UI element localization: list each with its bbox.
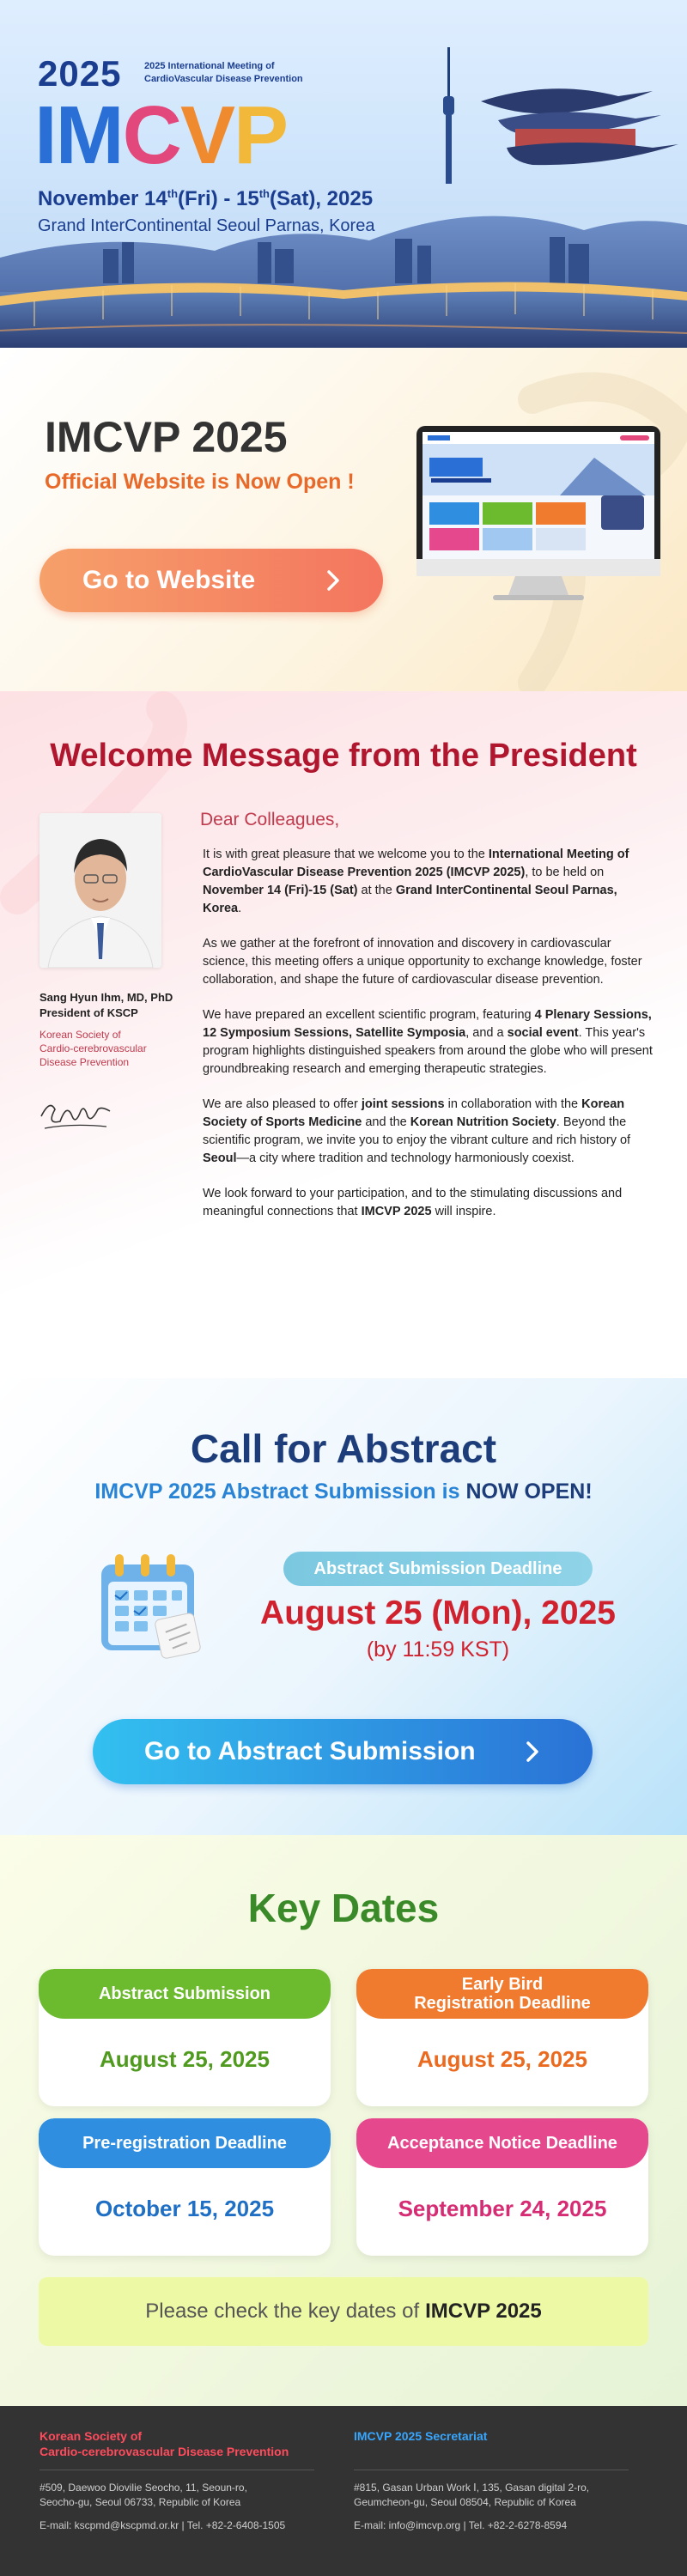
- abstract-subtitle: [0, 1479, 687, 1504]
- note-text: Please check the key dates of: [145, 2300, 420, 2323]
- p5-text-c: will inspire.: [431, 1205, 496, 1218]
- president-name-line1: Sang Hyun Ihm, MD, PhD: [40, 991, 173, 1004]
- footer-address-line1: #509, Daewoo Diovilie Seocho, 11, Seoun-ro,: [40, 2482, 247, 2494]
- p4-bold-d: Korean Society of Sports Medicine: [203, 1097, 625, 1129]
- president-portrait: [40, 813, 161, 968]
- letter-paragraph-2: As we gather at the forefront of innovation and discovery in cardiovascular science, this meeting offers a unique opportunity to exchange knowledge, foster collaboration, and shape the future of cardiovascular disease prevention.: [203, 937, 642, 987]
- website-title: IMCVP 2025: [45, 413, 288, 461]
- key-date-card-early-bird: [356, 1969, 648, 2106]
- logo-part-v: V: [179, 89, 234, 181]
- card-label: [356, 1969, 648, 2019]
- key-date-card-pre-registration: [39, 2118, 331, 2256]
- footer-address-line2: Seocho-gu, Seoul 06733, Republic of Korea: [40, 2496, 241, 2508]
- header-subtitle-line2: CardioVascular Disease Prevention: [144, 74, 303, 84]
- website-monitor-graphic: [414, 423, 663, 604]
- footer: [0, 2406, 687, 2576]
- date-sup2: th: [258, 187, 270, 200]
- president-title-line: President of KSCP: [40, 1006, 138, 1019]
- letter-paragraph-3: [203, 1006, 654, 1078]
- card-date: August 25, 2025: [100, 2046, 270, 2072]
- footer-secretariat-title: IMCVP 2025 Secretariat: [354, 2429, 488, 2443]
- p4-text-c: in collaboration with the: [444, 1097, 582, 1111]
- president-name: [40, 990, 185, 1021]
- president-organization: [40, 1028, 185, 1069]
- call-for-abstract-section: [0, 1378, 687, 1835]
- footer-kscp: [40, 2428, 349, 2533]
- p4-text-i: —a city where tradition and technology harmoniously coexist.: [236, 1151, 575, 1165]
- deadline-label-pill: Abstract Submission Deadline: [283, 1552, 593, 1586]
- org-line3: Disease Prevention: [40, 1056, 130, 1068]
- abstract-button-label: Go to Abstract Submission: [144, 1737, 476, 1765]
- logo-part-im: IM: [34, 89, 123, 181]
- p1-bold-f: Grand InterContinental Seoul Parnas, Korea: [203, 884, 617, 915]
- footer-contact[interactable]: E-mail: kscpmd@kscpmd.or.kr | Tel. +82-2-6408-1505: [40, 2519, 286, 2531]
- chevron-right-icon: [325, 568, 342, 593]
- welcome-title: Welcome Message from the President: [50, 738, 637, 774]
- logo-part-p: P: [234, 89, 288, 181]
- abstract-title: Call for Abstract: [190, 1426, 497, 1471]
- go-to-abstract-submission-button[interactable]: [93, 1719, 593, 1784]
- p3-text-e: . This year's program highlights distinguished speakers from around the globe who will present groundbreaking research and emerging therapeutic strategies.: [203, 1026, 653, 1076]
- footer-secretariat: [354, 2428, 663, 2533]
- footer-org-line2: Cardio-cerebrovascular Disease Prevention: [40, 2445, 289, 2458]
- abstract-subtitle-a: IMCVP 2025 Abstract Submission is: [94, 1479, 466, 1504]
- date-part2: (Fri) - 15: [178, 187, 259, 210]
- p4-bold-h: Seoul: [203, 1151, 237, 1165]
- p4-text-a: We are also pleased to offer: [203, 1097, 362, 1111]
- p4-text-e: and the: [362, 1115, 410, 1129]
- event-date: [38, 187, 373, 211]
- card-date: August 25, 2025: [417, 2046, 587, 2072]
- card-date: September 24, 2025: [398, 2196, 607, 2221]
- president-photo: [40, 813, 161, 968]
- p3-text-a: We have prepared an excellent scientific program, featuring: [203, 1008, 535, 1022]
- p4-text-g: . Beyond the scientific program, we invite you to enjoy the vibrant culture and rich history of: [203, 1115, 631, 1147]
- p4-bold-f: Korean Nutrition Society: [410, 1115, 556, 1129]
- greeting: Dear Colleagues,: [200, 810, 340, 829]
- date-part3: (Sat), 2025: [270, 187, 374, 210]
- card-date: October 15, 2025: [94, 2196, 275, 2221]
- footer-address: [40, 2481, 349, 2510]
- deadline-date: August 25 (Mon), 2025: [260, 1595, 616, 1631]
- header-subtitle: [144, 60, 303, 86]
- p1-text-c: , to be held on: [525, 866, 605, 879]
- p1-text-a: It is with great pleasure that we welcome you to the: [203, 848, 489, 861]
- footer-address-line1: #815, Gasan Urban Work Ⅰ, 135, Gasan digital 2-ro,: [354, 2482, 590, 2494]
- abstract-subtitle-now-open: NOW OPEN!: [465, 1479, 593, 1504]
- p1-bold-b: International Meeting of CardioVascular Disease Prevention 2025 (IMCVP 2025): [203, 848, 629, 879]
- card-label: Acceptance Notice Deadline: [356, 2118, 648, 2168]
- card-label-line2: Registration Deadline: [414, 1994, 591, 2013]
- welcome-section: [0, 691, 687, 1378]
- imcvp-logo: [34, 89, 288, 181]
- website-section: [0, 348, 687, 691]
- signature-graphic: [38, 1091, 115, 1133]
- header-year: 2025: [38, 53, 122, 94]
- date-part1: November 14: [38, 187, 167, 210]
- welcome-letter: [203, 846, 654, 1238]
- date-sup1: th: [167, 187, 179, 200]
- letter-paragraph-5: [203, 1185, 654, 1221]
- letter-paragraph-1: [203, 846, 654, 918]
- key-date-card-acceptance-notice: [356, 2118, 648, 2256]
- org-line2: Cardio-cerebrovascular: [40, 1042, 147, 1054]
- calendar-icon: [89, 1544, 210, 1664]
- key-dates-note: [39, 2277, 648, 2346]
- event-venue: Grand InterContinental Seoul Parnas, Korea: [38, 216, 375, 235]
- footer-address: [354, 2481, 663, 2510]
- card-label-line1: Early Bird: [461, 1975, 544, 1994]
- footer-org-line1: Korean Society of: [40, 2429, 143, 2443]
- p1-text-e: at the: [357, 884, 396, 897]
- header-banner: [0, 0, 687, 348]
- footer-address-line2: Geumcheon-gu, Seoul 08504, Republic of Korea: [354, 2496, 576, 2508]
- footer-contact[interactable]: E-mail: info@imcvp.org | Tel. +82-2-6278-8594: [354, 2519, 568, 2531]
- p5-bold-b: IMCVP 2025: [361, 1205, 432, 1218]
- logo-part-c: C: [122, 89, 180, 181]
- go-to-website-button[interactable]: [40, 549, 383, 612]
- org-line1: Korean Society of: [40, 1029, 121, 1041]
- key-dates-title: Key Dates: [247, 1886, 440, 1930]
- deadline-time: (by 11:59 KST): [366, 1637, 510, 1662]
- website-subtitle: Official Website is Now Open !: [45, 470, 355, 494]
- note-bold: IMCVP 2025: [425, 2300, 542, 2323]
- p3-text-c: , and a: [465, 1026, 508, 1040]
- p5-text-a: We look forward to your participation, and to the stimulating discussions and meaningful connections that: [203, 1187, 623, 1218]
- chevron-right-icon: [524, 1739, 541, 1765]
- letter-paragraph-4: [203, 1096, 654, 1168]
- p3-bold-b: 4 Plenary Sessions, 12 Symposium Sessions, Satellite Symposia: [203, 1008, 652, 1040]
- p1-bold-d: November 14 (Fri)-15 (Sat): [203, 884, 358, 897]
- card-label: Pre-registration Deadline: [39, 2118, 331, 2168]
- card-label: Abstract Submission: [39, 1969, 331, 2019]
- p1-text-g: .: [238, 902, 242, 915]
- header-subtitle-line1: 2025 International Meeting of: [144, 61, 275, 71]
- key-date-card-abstract-submission: [39, 1969, 331, 2106]
- key-dates-section: [0, 1835, 687, 2406]
- go-to-website-label: Go to Website: [82, 566, 256, 594]
- p3-bold-d: social event: [507, 1026, 579, 1040]
- p4-bold-b: joint sessions: [361, 1097, 445, 1111]
